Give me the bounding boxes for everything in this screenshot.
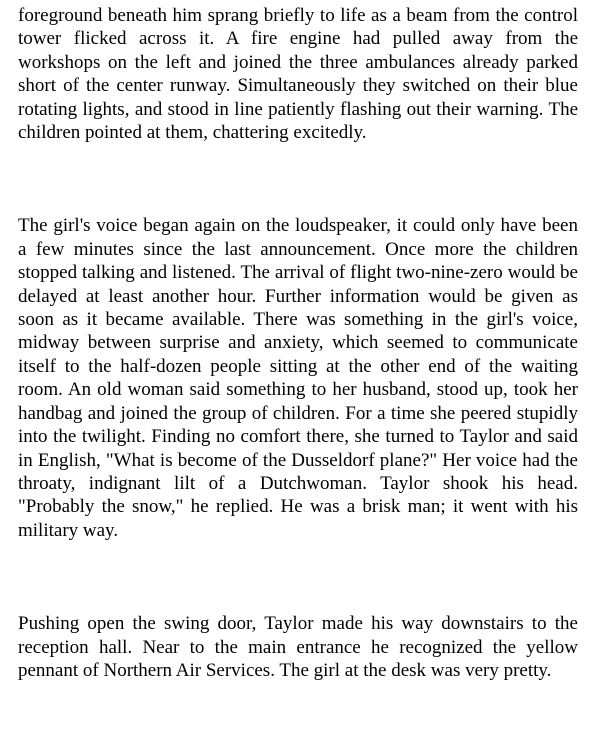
paragraph-1: foreground beneath him sprang briefly to life as a beam from the control tower flicked across it. A fire engine had pulled away from the workshops on the left and joined the three ambulances already parked short of the center runway. Simultaneously they switched on their blue rotating lights, and stood in line patiently flashing out their warning. The children pointed at them, chattering excitedly. <box>18 5 578 144</box>
paragraph-3: Pushing open the swing door, Taylor made his way downstairs to the reception hall. Near to the main entrance he recognized the yellow pennant of Northern Air Services. The girl at the desk was very pretty. <box>18 613 578 681</box>
document-page <box>18 4 578 682</box>
paragraph-2: The girl's voice began again on the loudspeaker, it could only have been a few minutes since the last announcement. Once more the children stopped talking and listened. The arrival of flight two-nine-zero would be delayed at least another hour. Further information would be given as soon as it became available. There was something in the girl's voice, midway between surprise and anxiety, which seemed to communicate itself to the half-dozen people sitting at the other end of the waiting room. An old woman said something to her husband, stood up, took her handbag and joined the group of children. For a time she peered stupidly into the twilight. Finding no comfort there, she turned to Taylor and said in English, "What is become of the Dusseldorf plane?" Her voice had the throaty, indignant lilt of a Dutchwoman. Taylor shook his head. "Probably the snow," he replied. He was a brisk man; it went with his military way. <box>18 215 578 541</box>
